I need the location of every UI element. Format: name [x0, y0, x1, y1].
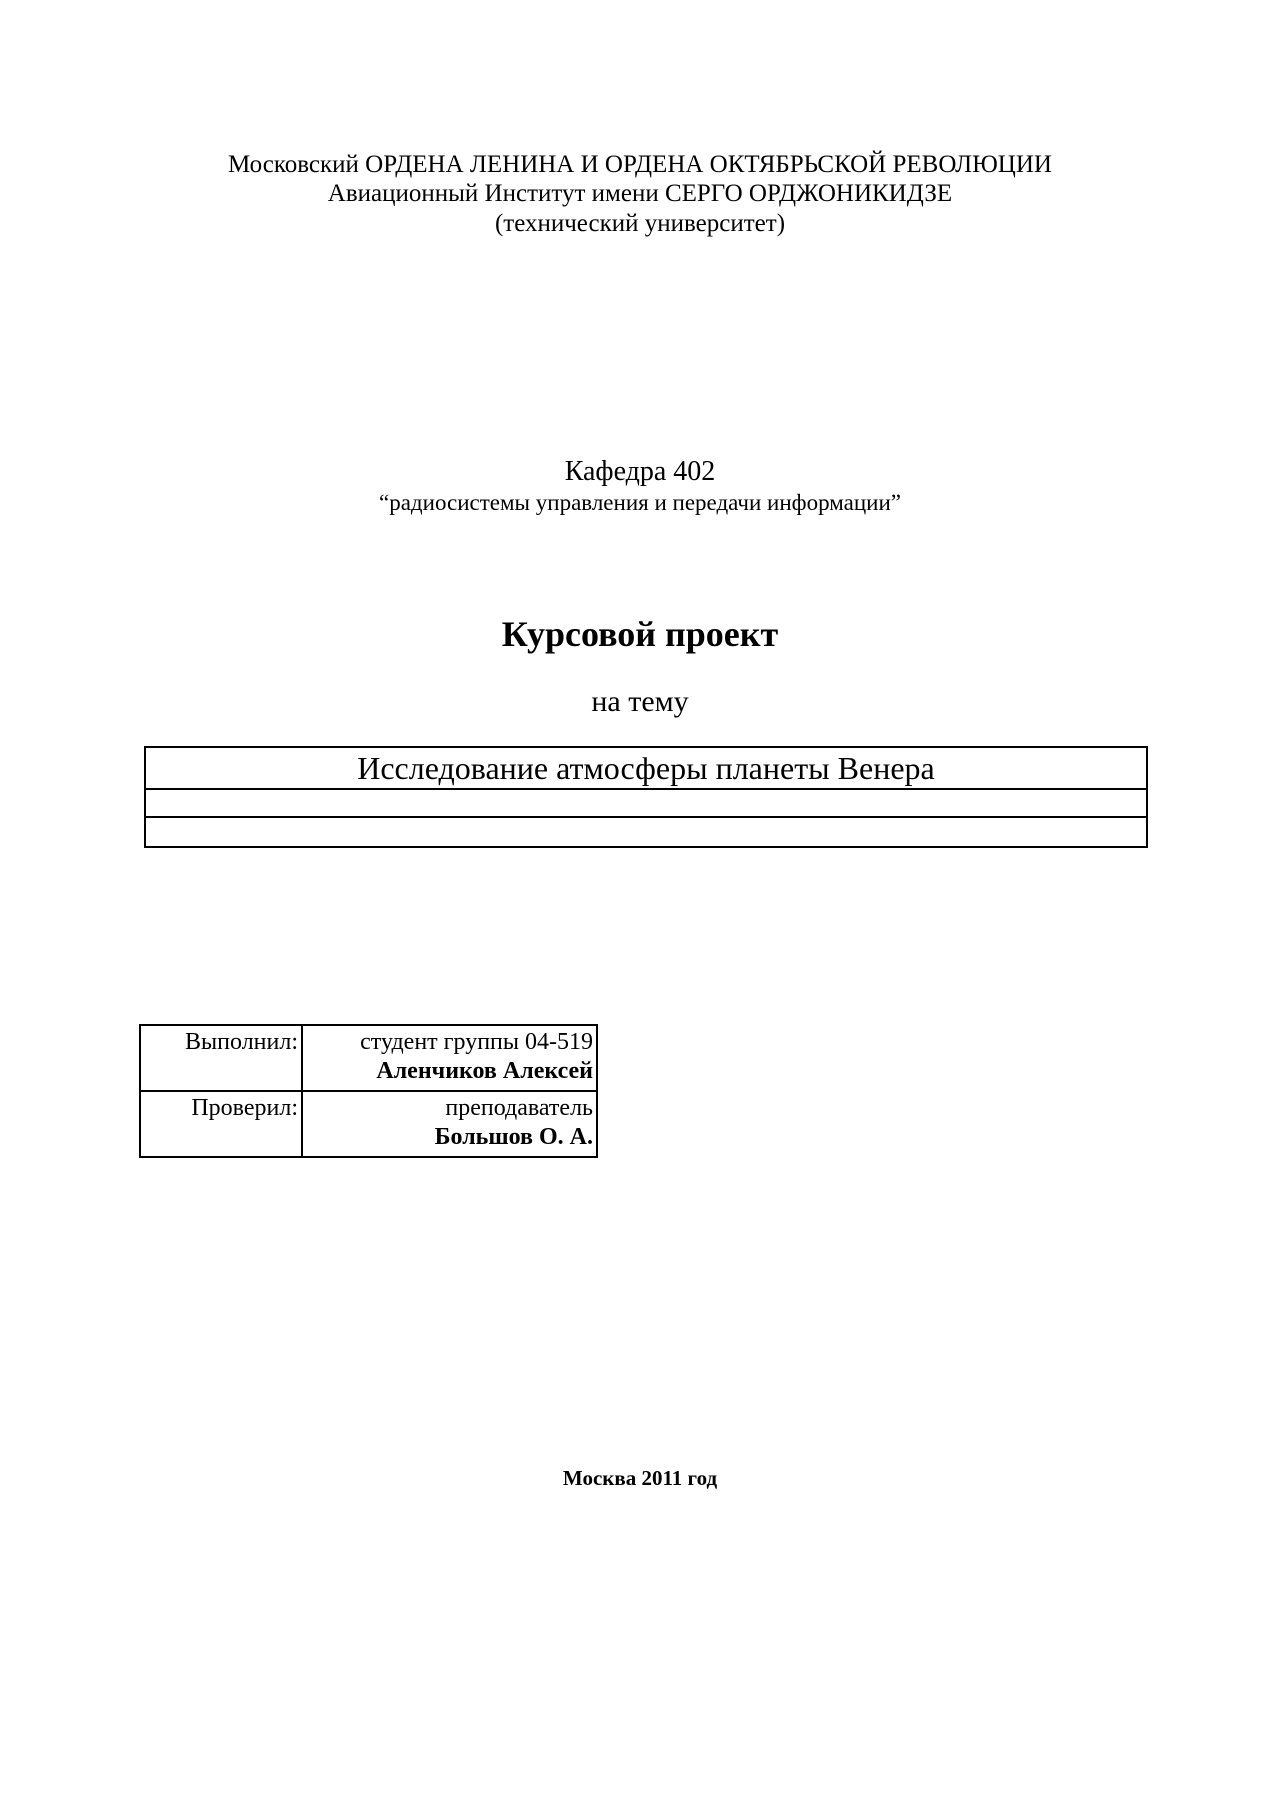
department-name: “радиосистемы управления и передачи информации” [379, 490, 901, 515]
signature-row [140, 1091, 597, 1157]
signature-details [302, 1091, 597, 1157]
topic-row [145, 747, 1147, 789]
topic-row [145, 817, 1147, 847]
signature-details [302, 1025, 597, 1091]
signature-name: Большов О. А. [434, 1124, 593, 1150]
signature-table [139, 1024, 598, 1158]
topic-cell [145, 817, 1147, 847]
topic-row [145, 789, 1147, 817]
topic-table [144, 746, 1148, 848]
signature-row [140, 1025, 597, 1091]
institute-name-line-1: Московский ОРДЕНА ЛЕНИНА И ОРДЕНА ОКТЯБРЬСКОЙ РЕВОЛЮЦИИ [228, 151, 1052, 178]
topic-cell: Исследование атмосферы планеты Венера [145, 747, 1147, 789]
document-subtitle: на тему [591, 685, 689, 718]
institute-name-line-3: (технический университет) [494, 210, 786, 237]
signature-role: Выполнил: [140, 1025, 302, 1091]
institute-name-line-2: Авиационный Институт имени СЕРГО ОРДЖОНИКИДЗЕ [327, 180, 953, 207]
document-type-heading: Курсовой проект [501, 614, 779, 654]
signature-name: Аленчиков Алексей [376, 1058, 593, 1084]
footer-city-year: Москва 2011 год [562, 1466, 718, 1490]
topic-cell [145, 789, 1147, 817]
signature-role: Проверил: [140, 1091, 302, 1157]
department-title: Кафедра 402 [564, 456, 716, 487]
signature-position: преподаватель [445, 1095, 593, 1121]
signature-position: студент группы 04-519 [360, 1029, 593, 1055]
